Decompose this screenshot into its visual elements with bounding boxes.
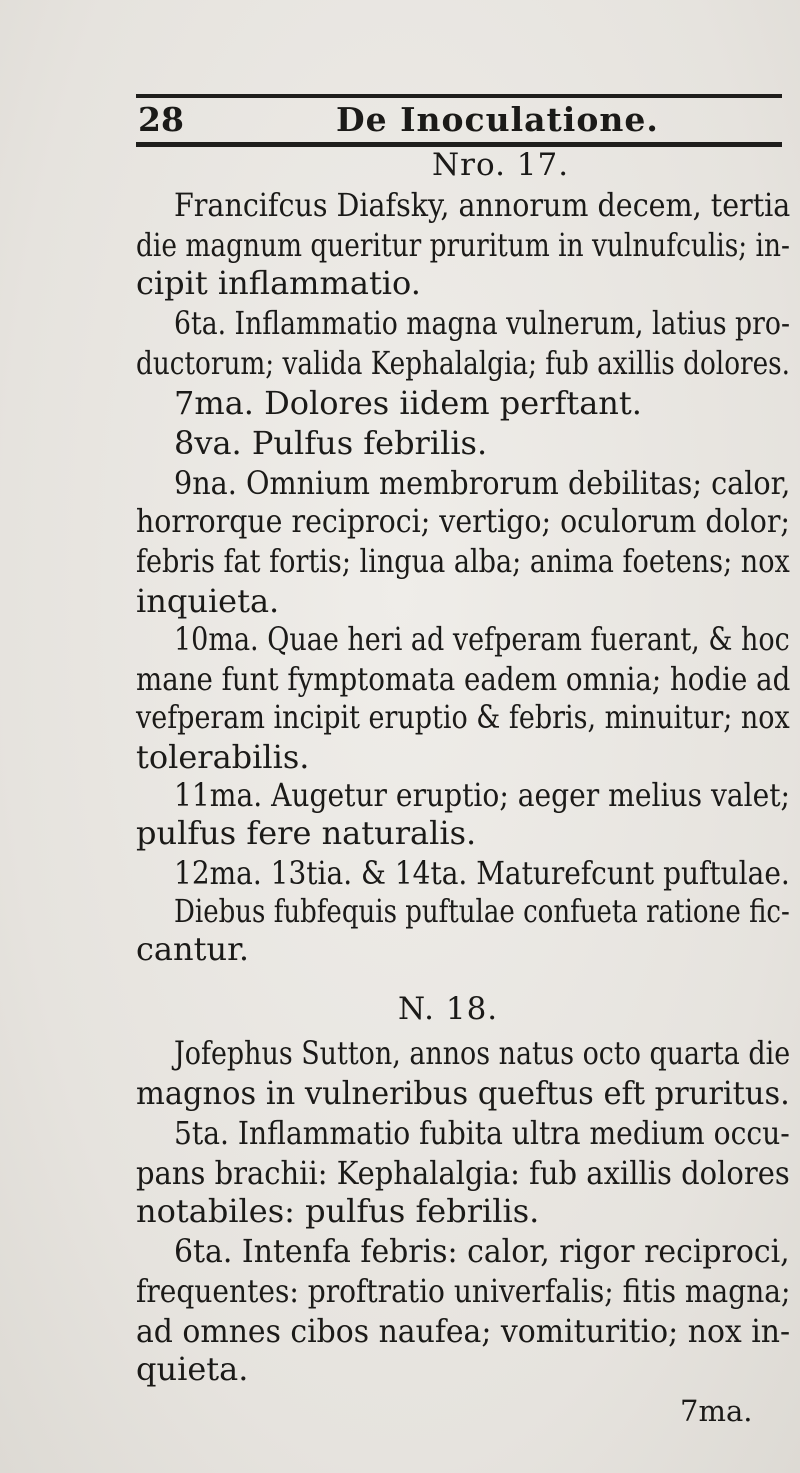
text-line: frequentes: proftratio univerfalis; fitis magna; (136, 1272, 791, 1310)
text-line: pans brachii: Kephalalgia: fub axillis dolores (136, 1154, 790, 1192)
text-line: quieta. (136, 1350, 249, 1388)
text-line: magnos in vulneribus queftus eft pruritus. (136, 1074, 790, 1112)
text-line: Francifcus Diafsky, annorum decem, tertia (174, 186, 791, 224)
text-line: cipit inflammatio. (136, 264, 421, 302)
text-line: 10ma. Quae heri ad vefperam fuerant, & hoc (174, 620, 790, 658)
running-title: De Inoculatione. (336, 100, 659, 139)
text-line: cantur. (136, 930, 250, 968)
text-line: 7ma. Dolores iidem perftant. (174, 384, 642, 422)
text-line: notabiles: pulfus febrilis. (136, 1192, 540, 1230)
case-heading: Nro. 17. (432, 147, 570, 183)
text-line: 9na. Omnium membrorum debilitas; calor, (174, 464, 791, 502)
text-line: tolerabilis. (136, 738, 310, 776)
page-number: 28 (138, 100, 184, 139)
text-line: inquieta. (136, 582, 280, 620)
running-header (136, 99, 782, 141)
text-line: 6ta. Intenfa febris: calor, rigor reciproci, (174, 1232, 790, 1270)
text-line: 12ma. 13tia. & 14ta. Maturefcunt puftulae. (174, 854, 790, 892)
catchword: 7ma. (680, 1394, 753, 1428)
header-rule-top (136, 94, 782, 98)
text-line: mane funt fymptomata eadem omnia; hodie ad (136, 660, 791, 698)
text-line: 8va. Pulfus febrilis. (174, 424, 488, 462)
text-line: febris fat fortis; lingua alba; anima foetens; nox (136, 542, 790, 580)
text-line: horrorque reciproci; vertigo; oculorum dolor; (136, 502, 790, 540)
case-heading: N. 18. (398, 991, 499, 1027)
text-line: ductorum; valida Kephalalgia; fub axillis dolores. (136, 344, 790, 382)
text-line: vefperam incipit eruptio & febris, minuitur; nox (136, 698, 790, 736)
text-line: 5ta. Inflammatio fubita ultra medium occu- (174, 1114, 790, 1152)
text-line: 6ta. Inflammatio magna vulnerum, latius pro- (174, 304, 790, 342)
text-line: Jofephus Sutton, annos natus octo quarta die (174, 1034, 791, 1072)
text-line: pulfus fere naturalis. (136, 814, 477, 852)
text-line: die magnum queritur pruritum in vulnufculis; in- (136, 226, 790, 264)
text-line: Diebus fubfequis puftulae confueta ratione fic- (174, 892, 790, 930)
text-line: ad omnes cibos naufea; vomituritio; nox in- (136, 1312, 791, 1350)
text-line: 11ma. Augetur eruptio; aeger melius valet; (174, 776, 790, 814)
